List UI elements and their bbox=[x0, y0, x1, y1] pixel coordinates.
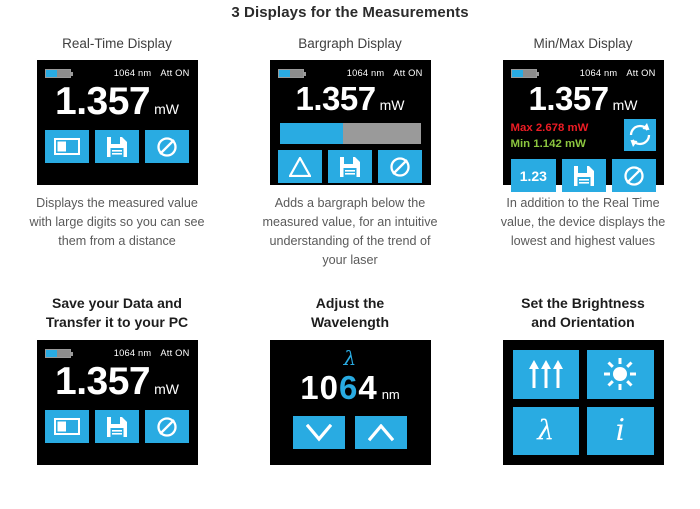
cell-brightness-title bbox=[521, 294, 645, 332]
cell-brightness-title-line1: Set the Brightness bbox=[521, 295, 645, 311]
button-row bbox=[511, 159, 656, 192]
orientation-arrows-icon bbox=[526, 358, 566, 390]
measurement-unit: mW bbox=[154, 101, 179, 117]
max-value-label: Max 2.678 mW bbox=[510, 122, 589, 134]
status-wavelength: 1064 nm bbox=[579, 68, 618, 78]
display-mode-icon bbox=[54, 418, 80, 435]
save-button[interactable] bbox=[328, 150, 372, 183]
cell-save-title bbox=[46, 294, 188, 332]
save-button[interactable] bbox=[562, 159, 606, 192]
status-attenuation: Att ON bbox=[160, 348, 190, 358]
display-mode-icon bbox=[54, 138, 80, 155]
cell-realtime bbox=[12, 35, 222, 270]
cell-wavelength-title bbox=[311, 294, 389, 332]
refresh-icon bbox=[624, 119, 656, 151]
zero-button[interactable] bbox=[145, 410, 189, 443]
cell-bargraph bbox=[245, 35, 455, 270]
zero-icon bbox=[156, 416, 178, 438]
cell-minmax-caption: In addition to the Real Time value, the device displays the lowest and highest values bbox=[500, 196, 666, 248]
measurement-unit: mW bbox=[612, 97, 638, 113]
status-bar bbox=[511, 67, 656, 79]
chevron-up-icon bbox=[368, 424, 394, 442]
battery-icon bbox=[511, 69, 537, 78]
wavelength-digit-0[interactable]: 1 bbox=[300, 369, 320, 406]
measurement-value: 1.357 bbox=[528, 80, 609, 117]
wavelength-screen bbox=[270, 340, 431, 465]
zero-icon bbox=[623, 165, 645, 187]
measurement-reading bbox=[511, 80, 656, 118]
tune-value-label: 1.23 bbox=[519, 167, 547, 184]
wavelength-digit-2[interactable]: 6 bbox=[338, 369, 359, 406]
info-button[interactable] bbox=[587, 407, 654, 456]
measurement-reading bbox=[278, 80, 423, 118]
status-wavelength: 1064 nm bbox=[346, 68, 385, 78]
cell-bargraph-title: Bargraph Display bbox=[298, 36, 402, 51]
button-row bbox=[45, 410, 190, 443]
features-row bbox=[0, 294, 700, 465]
battery-icon bbox=[278, 69, 304, 78]
orientation-button[interactable] bbox=[513, 350, 580, 399]
cell-save-title-line2: Transfer it to your PC bbox=[45, 314, 189, 330]
save-button[interactable] bbox=[95, 130, 139, 163]
measurement-value: 1.357 bbox=[55, 360, 151, 403]
increase-button[interactable] bbox=[355, 416, 407, 449]
save-button[interactable] bbox=[95, 410, 139, 443]
brightness-button[interactable] bbox=[587, 350, 654, 399]
measurement-value: 1.357 bbox=[55, 80, 151, 123]
measurement-unit: mW bbox=[154, 381, 179, 397]
zero-icon bbox=[156, 136, 178, 158]
chevron-down-icon bbox=[306, 424, 332, 442]
cell-minmax-title: Min/Max Display bbox=[533, 36, 633, 51]
status-wavelength: 1064 nm bbox=[113, 348, 152, 358]
zero-button[interactable] bbox=[378, 150, 422, 183]
cell-bargraph-caption: Adds a bargraph below the measured value, for an intuitive understanding of the trend of your laser bbox=[262, 196, 438, 267]
status-bar bbox=[45, 347, 190, 359]
display-mode-button[interactable] bbox=[45, 410, 89, 443]
displays-row bbox=[0, 35, 700, 270]
decrease-button[interactable] bbox=[293, 416, 345, 449]
wavelength-settings-button[interactable] bbox=[513, 407, 580, 456]
brightness-icon bbox=[603, 357, 637, 391]
bargraph-screen bbox=[270, 60, 431, 185]
save-screen bbox=[37, 340, 198, 465]
measurement-value: 1.357 bbox=[295, 80, 376, 117]
status-wavelength: 1064 nm bbox=[113, 68, 152, 78]
wavelength-button-row bbox=[293, 416, 407, 449]
status-attenuation: Att ON bbox=[160, 68, 190, 78]
info-icon: i bbox=[615, 412, 626, 448]
status-attenuation: Att ON bbox=[393, 68, 423, 78]
page-title: 3 Displays for the Measurements bbox=[231, 4, 469, 21]
wavelength-value bbox=[300, 369, 400, 407]
refresh-button[interactable] bbox=[624, 119, 656, 151]
triangle-icon bbox=[289, 157, 311, 177]
triangle-button[interactable] bbox=[278, 150, 322, 183]
battery-icon bbox=[45, 349, 71, 358]
zero-button[interactable] bbox=[145, 130, 189, 163]
button-row bbox=[45, 130, 190, 163]
status-bar bbox=[278, 67, 423, 79]
save-icon bbox=[106, 416, 128, 438]
button-row bbox=[278, 150, 423, 183]
status-bar bbox=[45, 67, 190, 79]
cell-wavelength-title-line1: Adjust the bbox=[315, 295, 385, 311]
save-icon bbox=[106, 136, 128, 158]
save-icon bbox=[573, 165, 595, 187]
zero-icon bbox=[389, 156, 411, 178]
status-attenuation: Att ON bbox=[626, 68, 656, 78]
minmax-screen bbox=[503, 60, 664, 185]
cell-wavelength bbox=[245, 294, 455, 465]
wavelength-unit: nm bbox=[381, 387, 400, 402]
display-mode-button[interactable] bbox=[45, 130, 89, 163]
min-value-label: Min 1.142 mW bbox=[510, 138, 586, 150]
zero-button[interactable] bbox=[612, 159, 656, 192]
measurement-unit: mW bbox=[379, 97, 405, 113]
wavelength-digit-1[interactable]: 0 bbox=[319, 369, 339, 406]
bargraph-indicator bbox=[280, 123, 421, 144]
save-icon bbox=[339, 156, 361, 178]
tune-button[interactable] bbox=[511, 159, 557, 192]
wavelength-digit-3[interactable]: 4 bbox=[358, 369, 378, 406]
battery-icon bbox=[45, 69, 71, 78]
cell-brightness-title-line2: and Orientation bbox=[531, 314, 635, 330]
lambda-icon: λ bbox=[537, 415, 555, 447]
cell-save-title-line1: Save your Data and bbox=[52, 295, 182, 311]
minmax-block bbox=[511, 120, 656, 153]
cell-save bbox=[12, 294, 222, 465]
cell-realtime-caption: Displays the measured value with large digits so you can see them from a distance bbox=[29, 196, 205, 248]
cell-wavelength-title-line2: Wavelength bbox=[310, 314, 390, 330]
measurement-reading bbox=[45, 360, 190, 404]
cell-realtime-title: Real-Time Display bbox=[62, 36, 172, 51]
realtime-screen bbox=[37, 60, 198, 185]
cell-minmax bbox=[478, 35, 688, 270]
lambda-icon: λ bbox=[343, 346, 357, 370]
measurement-reading bbox=[45, 80, 190, 124]
cell-brightness bbox=[478, 294, 688, 465]
settings-screen bbox=[503, 340, 664, 465]
